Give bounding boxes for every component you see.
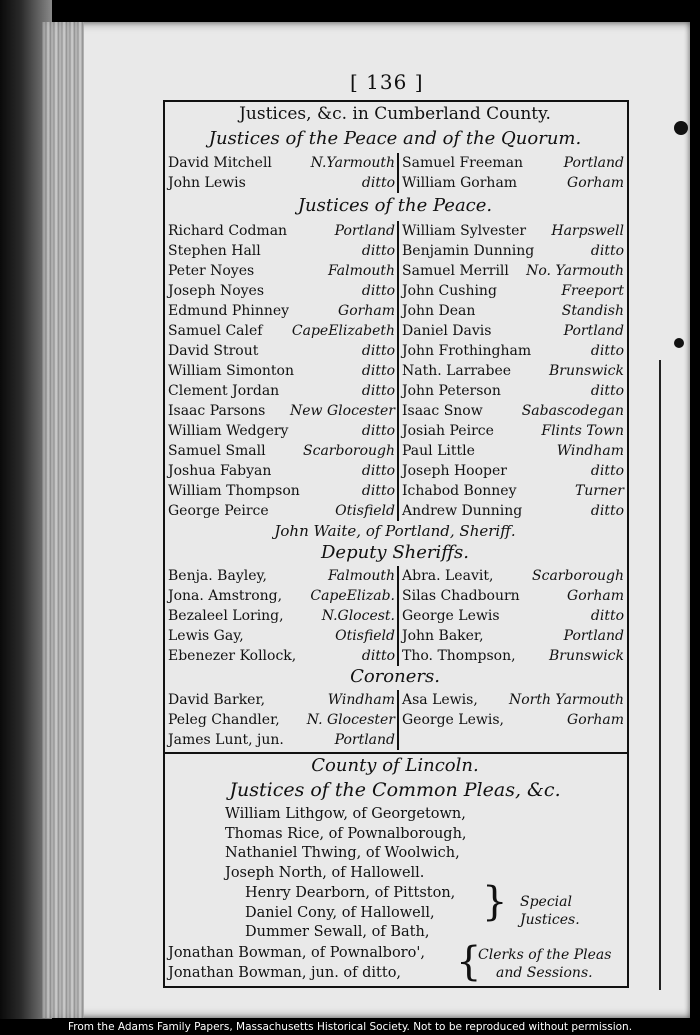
- person-name: Josiah Peirce: [402, 423, 494, 439]
- person-name: Tho. Thompson,: [402, 648, 516, 664]
- right-entry: [402, 241, 624, 261]
- town-name: N. Glocester: [306, 712, 395, 728]
- town-name: Turner: [574, 483, 624, 499]
- town-name: New Glocester: [290, 403, 395, 419]
- person-name: Joseph Noyes: [168, 283, 264, 299]
- right-entry: [402, 361, 624, 381]
- town-name: Portland: [334, 223, 395, 239]
- town-name: Otisfield: [335, 628, 395, 644]
- left-entry: [168, 481, 395, 501]
- clerk-entry: Jonathan Bowman, jun. of ditto,: [168, 964, 402, 981]
- town-name: ditto: [590, 383, 624, 399]
- person-name: John Baker,: [402, 628, 484, 644]
- right-entry: [402, 301, 624, 321]
- right-entry: [402, 566, 624, 586]
- person-name: Richard Codman: [168, 223, 288, 239]
- town-name: Gorham: [567, 588, 624, 604]
- clerk-entry: Jonathan Bowman, of Pownalboro',: [168, 945, 425, 961]
- person-name: Peter Noyes: [168, 263, 255, 279]
- person-name: Samuel Calef: [168, 323, 263, 339]
- left-entry: [168, 421, 395, 441]
- person-name: William Wedgery: [168, 423, 289, 439]
- right-entry: [402, 173, 624, 193]
- person-name: Jona. Amstrong,: [168, 588, 283, 604]
- right-entry: [402, 221, 624, 241]
- person-name: Nath. Larrabee: [402, 363, 512, 379]
- town-name: ditto: [361, 343, 395, 359]
- person-name: Andrew Dunning: [402, 503, 523, 519]
- person-name: William Thompson: [168, 483, 300, 499]
- person-name: William Sylvester: [402, 223, 527, 239]
- person-name: Samuel Freeman: [402, 155, 524, 171]
- special-justice-entry: Henry Dearborn, of Pittston,: [245, 885, 456, 901]
- town-name: Portland: [563, 323, 624, 339]
- clerks-label: [478, 946, 611, 982]
- deputy-right-column: [402, 566, 624, 666]
- person-name: David Barker,: [168, 692, 266, 708]
- coroner-right-column: [402, 690, 624, 750]
- coroner-left-column: [168, 690, 395, 750]
- town-name: ditto: [590, 343, 624, 359]
- person-name: David Strout: [168, 343, 259, 359]
- town-name: North Yarmouth: [508, 692, 624, 708]
- right-entry: [402, 461, 624, 481]
- special-label-line-1: Special: [520, 894, 572, 910]
- left-entry: [168, 221, 395, 241]
- page-stack-edge: [42, 22, 84, 1018]
- left-entry: [168, 261, 395, 281]
- person-name: Isaac Snow: [402, 403, 483, 419]
- justice-entry: William Lithgow, of Georgetown,: [225, 806, 466, 822]
- person-name: Joshua Fabyan: [168, 463, 272, 479]
- left-entry: [168, 321, 395, 341]
- coroners-heading: Coroners.: [350, 666, 440, 687]
- town-name: CapeElizabeth: [291, 323, 395, 339]
- justice-entry: Thomas Rice, of Pownalborough,: [225, 825, 467, 842]
- person-name: Samuel Small: [168, 443, 266, 459]
- right-entry: [402, 586, 624, 606]
- town-name: ditto: [361, 463, 395, 479]
- right-entry: [402, 401, 624, 421]
- person-name: William Simonton: [168, 363, 294, 379]
- left-entry: [168, 566, 395, 586]
- rule-bottom: [163, 986, 627, 988]
- page-number: [ 136 ]: [350, 70, 424, 94]
- lincoln-justices-list: [225, 805, 467, 883]
- left-entry: [168, 441, 395, 461]
- person-name: Daniel Davis: [402, 323, 492, 339]
- left-entry: [168, 606, 395, 626]
- town-name: ditto: [361, 383, 395, 399]
- town-name: Freeport: [561, 283, 624, 299]
- clerks-label-line-1: Clerks of the Pleas: [478, 947, 612, 963]
- town-name: No. Yarmouth: [526, 263, 624, 279]
- town-name: ditto: [361, 363, 395, 379]
- lincoln-title: County of Lincoln.: [311, 755, 479, 776]
- town-name: Portland: [334, 732, 395, 748]
- right-entry: [402, 321, 624, 341]
- town-name: Windham: [327, 692, 395, 708]
- left-entry: [168, 586, 395, 606]
- clerks-list: [168, 944, 425, 983]
- town-name: N.Yarmouth: [310, 155, 395, 171]
- town-name: ditto: [590, 503, 624, 519]
- person-name: Edmund Phinney: [168, 303, 290, 319]
- right-entry: [402, 730, 624, 750]
- ink-blot: [674, 338, 684, 348]
- person-name: David Mitchell: [168, 155, 272, 171]
- column-divider: [397, 221, 399, 521]
- person-name: George Peirce: [168, 503, 269, 519]
- town-name: Gorham: [567, 175, 624, 191]
- left-entry: [168, 690, 395, 710]
- person-name: Clement Jordan: [168, 383, 280, 399]
- person-name: Joseph Hooper: [402, 463, 507, 479]
- person-name: John Lewis: [168, 175, 246, 191]
- rule-top: [163, 100, 627, 102]
- cumberland-title: Justices, &c. in Cumberland County.: [239, 104, 551, 124]
- person-name: John Frothingham: [402, 343, 532, 359]
- peace-heading: Justices of the Peace.: [297, 195, 493, 216]
- left-entry: [168, 153, 395, 173]
- town-name: Windham: [556, 443, 624, 459]
- quorum-left-column: [168, 153, 395, 193]
- town-name: Portland: [563, 155, 624, 171]
- person-name: Silas Chadbourn: [402, 588, 520, 604]
- clerks-label-line-2: and Sessions.: [496, 965, 593, 981]
- town-name: ditto: [361, 283, 395, 299]
- left-entry: [168, 301, 395, 321]
- town-name: ditto: [361, 648, 395, 664]
- left-entry: [168, 710, 395, 730]
- right-entry: [402, 710, 624, 730]
- person-name: Samuel Merrill: [402, 263, 509, 279]
- left-entry: [168, 501, 395, 521]
- person-name: Benjamin Dunning: [402, 243, 535, 259]
- column-divider: [397, 566, 399, 666]
- special-label: [520, 893, 580, 929]
- left-entry: [168, 401, 395, 421]
- person-name: Ebenezer Kollock,: [168, 648, 297, 664]
- special-justices-list: [245, 884, 455, 943]
- right-entry: [402, 381, 624, 401]
- town-name: Scarborough: [532, 568, 624, 584]
- special-justice-entry: Dummer Sewall, of Bath,: [245, 924, 430, 940]
- credit-line: From the Adams Family Papers, Massachusetts Historical Society. Not to be reproduced without permission.: [0, 1019, 700, 1035]
- right-entry: [402, 341, 624, 361]
- brace-special: }: [482, 879, 508, 925]
- town-name: Brunswick: [549, 648, 624, 664]
- ink-blot: [674, 121, 688, 135]
- left-entry: [168, 361, 395, 381]
- rule-section: [163, 752, 627, 754]
- right-entry: [402, 421, 624, 441]
- town-name: Falmouth: [328, 263, 395, 279]
- peace-right-column: [402, 221, 624, 521]
- left-entry: [168, 646, 395, 666]
- right-entry: [402, 501, 624, 521]
- person-name: Bezaleel Loring,: [168, 608, 284, 624]
- column-divider: [397, 153, 399, 193]
- right-entry: [402, 441, 624, 461]
- person-name: Isaac Parsons: [168, 403, 266, 419]
- person-name: John Cushing: [402, 283, 497, 299]
- brace-clerks: {: [456, 939, 482, 985]
- person-name: Lewis Gay,: [168, 628, 244, 644]
- person-name: Asa Lewis,: [402, 692, 478, 708]
- town-name: Gorham: [567, 712, 624, 728]
- left-entry: [168, 241, 395, 261]
- right-entry: [402, 626, 624, 646]
- town-name: CapeElizab.: [310, 588, 395, 604]
- town-name: Otisfield: [335, 503, 395, 519]
- quorum-heading: Justices of the Peace and of the Quorum.: [208, 128, 582, 149]
- deputy-left-column: [168, 566, 395, 666]
- person-name: William Gorham: [402, 175, 518, 191]
- justice-entry: Nathaniel Thwing, of Woolwich,: [225, 845, 460, 861]
- left-entry: [168, 341, 395, 361]
- left-entry: [168, 281, 395, 301]
- facing-page-edge: [659, 360, 661, 990]
- pleas-heading: Justices of the Common Pleas, &c.: [229, 779, 561, 801]
- justice-entry: Joseph North, of Hallowell.: [225, 864, 425, 881]
- person-name: George Lewis,: [402, 712, 504, 728]
- special-label-line-2: Justices.: [520, 912, 580, 928]
- sheriff-line: John Waite, of Portland, Sheriff.: [274, 522, 516, 540]
- column-divider: [397, 690, 399, 750]
- special-justice-entry: Daniel Cony, of Hallowell,: [245, 904, 435, 921]
- town-name: Brunswick: [549, 363, 624, 379]
- town-name: Portland: [563, 628, 624, 644]
- right-entry: [402, 690, 624, 710]
- town-name: ditto: [590, 243, 624, 259]
- person-name: Paul Little: [402, 443, 475, 459]
- person-name: George Lewis: [402, 608, 500, 624]
- peace-left-column: [168, 221, 395, 521]
- town-name: Harpswell: [551, 223, 624, 239]
- left-entry: [168, 173, 395, 193]
- town-name: Gorham: [338, 303, 395, 319]
- town-name: ditto: [361, 175, 395, 191]
- town-name: ditto: [361, 243, 395, 259]
- left-entry: [168, 381, 395, 401]
- left-entry: [168, 461, 395, 481]
- quorum-right-column: [402, 153, 624, 193]
- town-name: Scarborough: [303, 443, 395, 459]
- right-entry: [402, 606, 624, 626]
- town-name: Standish: [561, 303, 624, 319]
- town-name: ditto: [590, 463, 624, 479]
- person-name: Abra. Leavit,: [402, 568, 494, 584]
- person-name: John Dean: [402, 303, 476, 319]
- person-name: Peleg Chandler,: [168, 712, 280, 728]
- town-name: Falmouth: [328, 568, 395, 584]
- person-name: John Peterson: [402, 383, 501, 399]
- town-name: ditto: [590, 608, 624, 624]
- town-name: ditto: [361, 483, 395, 499]
- person-name: Stephen Hall: [168, 243, 261, 259]
- right-entry: [402, 646, 624, 666]
- left-entry: [168, 730, 395, 750]
- person-name: Ichabod Bonney: [402, 483, 517, 499]
- town-name: Flints Town: [541, 423, 624, 439]
- person-name: James Lunt, jun.: [168, 732, 284, 748]
- town-name: N.Glocest.: [321, 608, 395, 624]
- right-entry: [402, 281, 624, 301]
- right-entry: [402, 481, 624, 501]
- town-name: ditto: [361, 423, 395, 439]
- right-entry: [402, 261, 624, 281]
- person-name: Benja. Bayley,: [168, 568, 267, 584]
- left-entry: [168, 626, 395, 646]
- deputy-heading: Deputy Sheriffs.: [321, 542, 469, 563]
- right-entry: [402, 153, 624, 173]
- town-name: Sabascodegan: [521, 403, 624, 419]
